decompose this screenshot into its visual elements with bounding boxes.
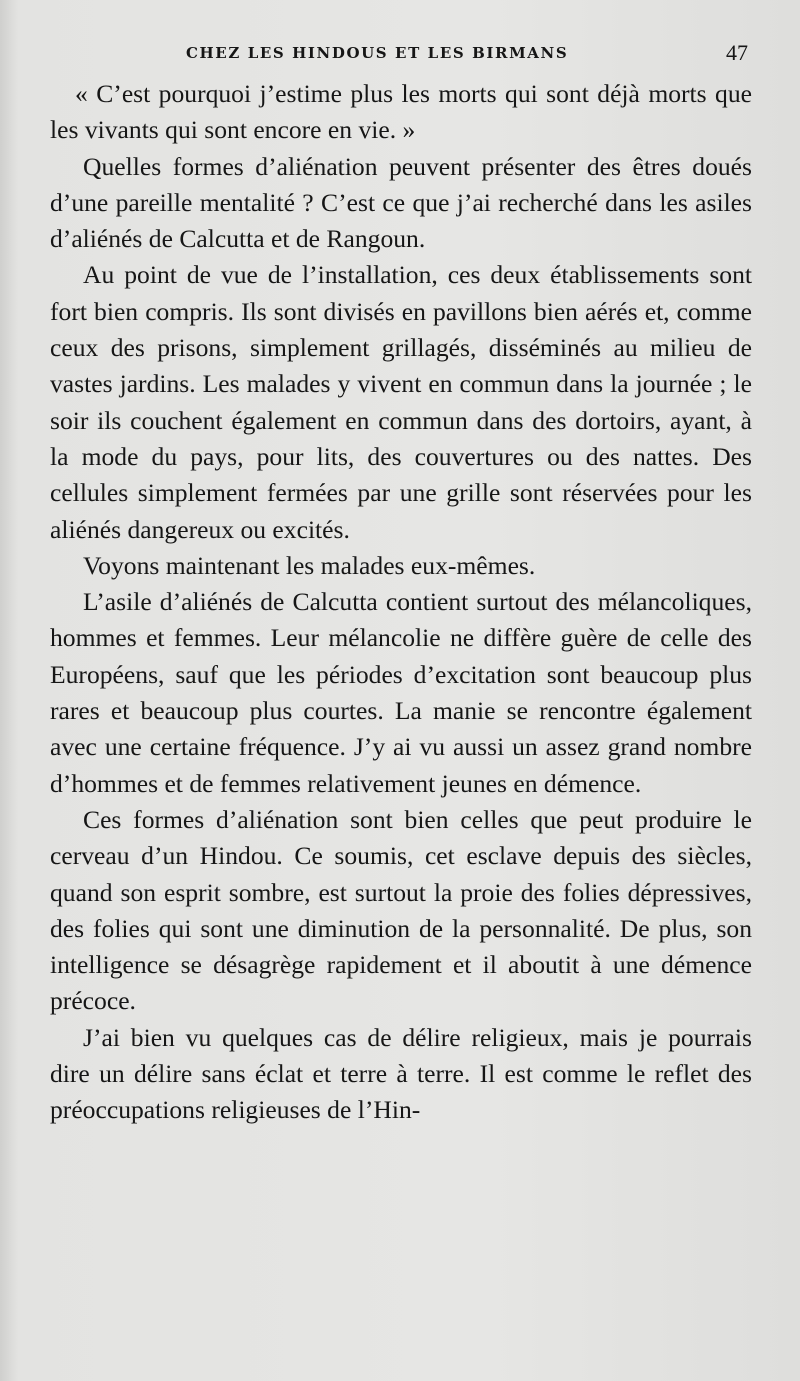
paragraph: « C’est pourquoi j’estime plus les morts qui sont déjà morts que les vivants qui sont encore en vie. » [50, 79, 752, 145]
body-text [50, 76, 752, 1129]
paragraph: Voyons maintenant les malades eux-mêmes. [83, 550, 536, 580]
running-title: CHEZ LES HINDOUS ET LES BIRMANS [186, 44, 569, 62]
paragraph: L’asile d’aliénés de Calcutta contient surtout des mélancoliques, hommes et femmes. Leur mélancolie ne diffère guère de celle des Européens, sauf que les périodes d’excitation sont beaucoup plus rares et beaucoup plus courtes. La manie se rencontre également avec une certaine fréquence. J’y ai vu aussi un assez grand nombre d’hommes et de femmes relativement jeunes en démence. [50, 587, 752, 798]
paragraph: Ces formes d’aliénation sont bien celles que peut produire le cerveau d’un Hindou. Ce soumis, cet esclave depuis des siècles, quand son esprit sombre, est surtout la proie des folies dépressives, des folies qui sont une diminution de la personnalité. De plus, son intelligence se désagrège rapidement et il aboutit à une démence précoce. [50, 804, 752, 1016]
page-header [50, 40, 750, 70]
page-number: 47 [726, 40, 748, 65]
paragraph: J’ai bien vu quelques cas de délire religieux, mais je pourrais dire un délire sans éclat et terre à terre. Il est comme le reflet des préoccupations religieuses de l’Hin- [50, 1022, 752, 1125]
paragraph: Quelles formes d’aliénation peuvent présenter des êtres doués d’une pareille mentalité ? C’est ce que j’ai recherché dans les asiles d’aliénés de Calcutta et de Rangoun. [50, 151, 752, 254]
paragraph: Au point de vue de l’installation, ces deux établissements sont fort bien compris. Ils sont divisés en pavillons bien aérés et, comme ceux des prisons, simplement grillagés, disséminés au milieu de vastes jardins. Les malades y vivent en commun dans la journée ; le soir ils couchent également en commun dans des dortoirs, ayant, à la mode du pays, pour lits, des couvertures ou des nattes. Des cellules simplement fermées par une grille sont réservées pour les aliénés dangereux ou excités. [50, 260, 752, 544]
